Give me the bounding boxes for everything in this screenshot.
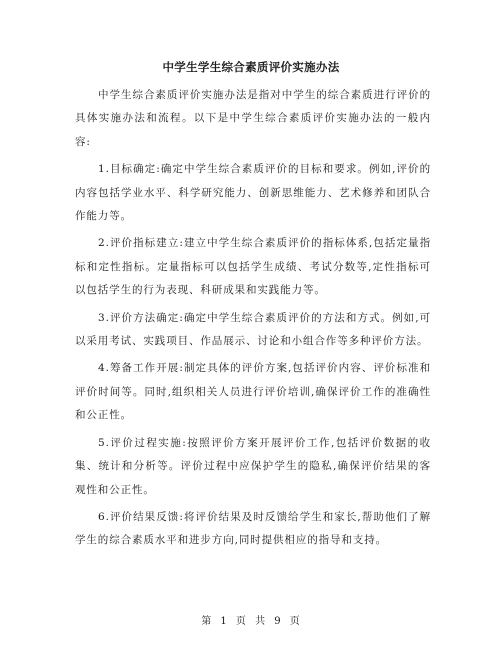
paragraph-methods: 3.评价方法确定:确定中学生综合素质评价的方法和方式。例如,可以采用考试、实践项目、作品展示、讨论和小组合作等多种评价方法。	[75, 311, 431, 348]
paragraph-implementation: 5.评价过程实施:按照评价方案开展评价工作,包括评价数据的收集、统计和分析等。评价过程中应保护学生的隐私,确保评价结果的客观性和公正性。	[75, 436, 431, 496]
paragraph-feedback: 6.评价结果反馈:将评价结果及时反馈给学生和家长,帮助他们了解学生的综合素质水平和进步方向,同时提供相应的指导和支持。	[75, 510, 431, 547]
paragraph-indicators: 2.评价指标建立:建立中学生综合素质评价的指标体系,包括定量指标和定性指标。定量指标可以包括学生成绩、考试分数等,定性指标可以包括学生的行为表现、科研成果和实践能力等。	[75, 237, 431, 297]
document-title: 中学生学生综合素质评价实施办法	[162, 60, 340, 74]
paragraph-intro: 中学生综合素质评价实施办法是指对中学生的综合素质进行评价的具体实施办法和流程。以下是中学生综合素质评价实施办法的一般内容:	[75, 89, 431, 148]
document-body	[75, 84, 431, 557]
page-number-footer: 第 1 页 共 9 页	[201, 616, 301, 627]
paragraph-preparation: 4.筹备工作开展:制定具体的评价方案,包括评价内容、评价标准和评价时间等。同时,组织相关人员进行评价培训,确保评价工作的准确性和公正性。	[75, 362, 431, 422]
paragraph-goal: 1.目标确定:确定中学生综合素质评价的目标和要求。例如,评价的内容包括学业水平、科学研究能力、创新思维能力、艺术修养和团队合作能力等。	[75, 163, 431, 223]
